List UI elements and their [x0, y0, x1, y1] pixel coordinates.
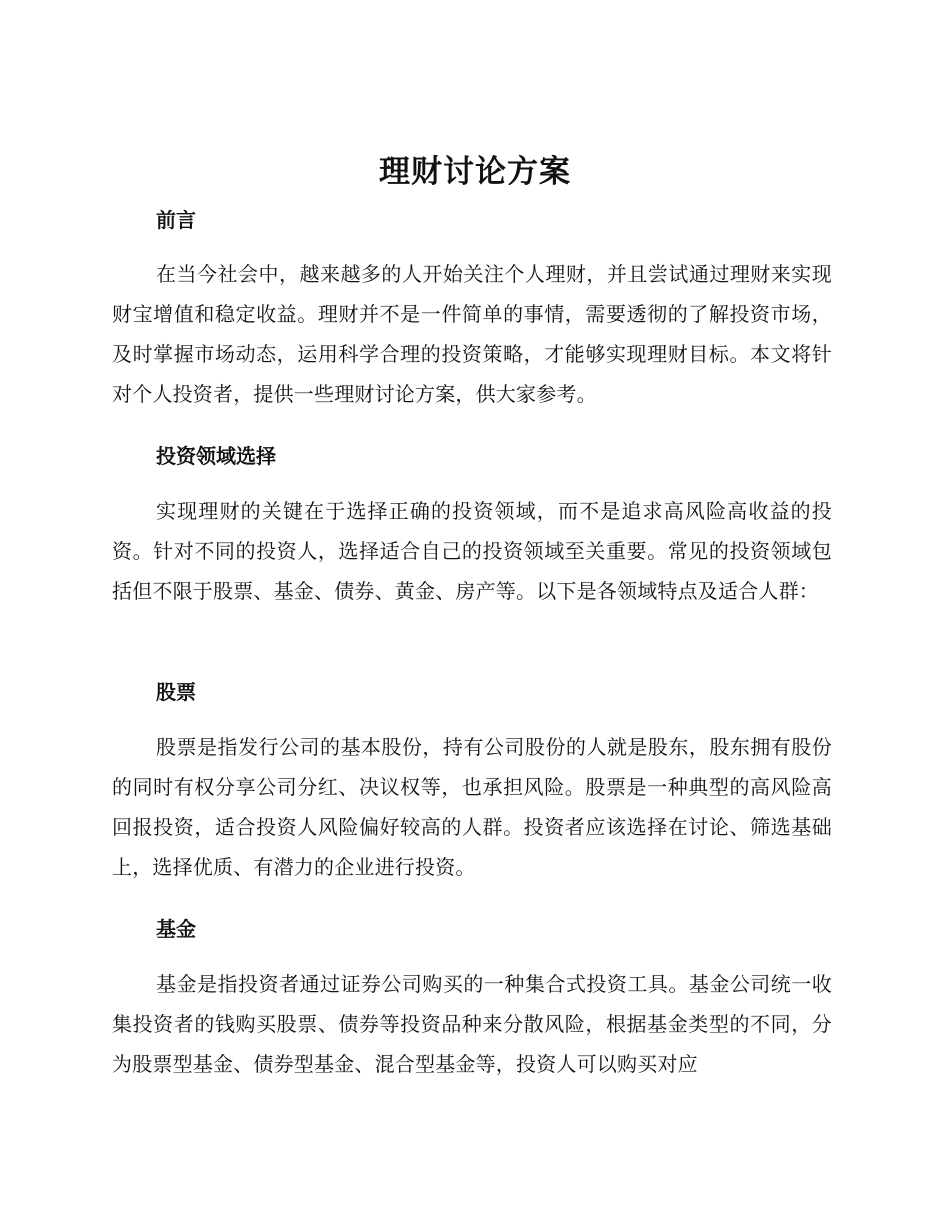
section-paragraph-investment-domain: 实现理财的关键在于选择正确的投资领域，而不是追求高风险高收益的投资。针对不同的投资人，选择适合自己的投资领域至关重要。常见的投资领域包括但不限于股票、基金、债券、黄金、房产等。以下是各领域特点及适合人群：: [112, 499, 832, 603]
section-paragraph-preface: 在当今社会中，越来越多的人开始关注个人理财，并且尝试通过理财来实现财宝增值和稳定收益。理财并不是一件简单的事情，需要透彻的了解投资市场，及时掌握市场动态，运用科学合理的投资策略，才能够实现理财目标。本文将针对个人投资者，提供一些理财讨论方案，供大家参考。: [112, 262, 832, 406]
section-paragraph-stock: 股票是指发行公司的基本股份，持有公司股份的人就是股东，股东拥有股份的同时有权分享公司分红、决议权等，也承担风险。股票是一种典型的高风险高回报投资，适合投资人风险偏好较高的人群。投资者应该选择在讨论、筛选基础上，选择优质、有潜力的企业进行投资。: [112, 735, 832, 879]
section-paragraph-fund: 基金是指投资者通过证券公司购买的一种集合式投资工具。基金公司统一收集投资者的钱购买股票、债券等投资品种来分散风险，根据基金类型的不同，分为股票型基金、债券型基金、混合型基金等，投资人可以购买对应: [112, 972, 832, 1076]
section-heading-stock: 股票: [156, 680, 196, 704]
section-heading-preface: 前言: [156, 208, 196, 232]
section-heading-investment-domain: 投资领域选择: [156, 444, 276, 468]
document-title: 理财讨论方案: [379, 154, 571, 190]
section-heading-fund: 基金: [156, 917, 196, 941]
